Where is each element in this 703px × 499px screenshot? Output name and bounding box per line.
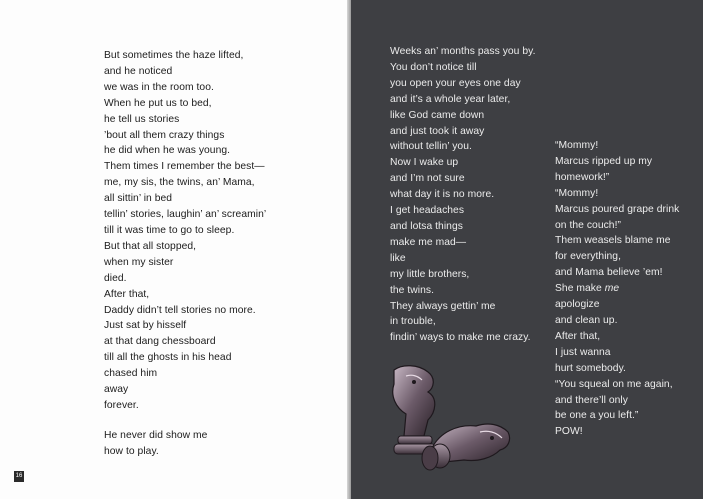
verse-line: and clean up.: [555, 314, 618, 326]
verse-line: and he noticed: [104, 65, 173, 77]
verse-line: But sometimes the haze lifted,: [104, 50, 244, 61]
verse-line: and lotsa things: [390, 220, 463, 232]
verse-line: you open your eyes one day: [390, 77, 521, 89]
verse-line: he tell us stories: [104, 113, 180, 125]
verse-line: Weeks an’ months pass you by.: [390, 46, 536, 57]
verse-line: After that,: [104, 288, 150, 300]
verse-line: homework!”: [555, 171, 610, 183]
verse-line: till it was time to go to sleep.: [104, 224, 235, 236]
verse-line: tellin’ stories, laughin’ an’ screamin’: [104, 209, 267, 221]
verse-line: You don’t notice till: [390, 61, 477, 73]
verse-line: “Mommy!: [555, 187, 599, 199]
verse-line: without tellin’ you.: [390, 141, 472, 153]
verse-line: Just sat by hisself: [104, 320, 187, 332]
verse-line: Marcus poured grape drink: [555, 203, 680, 215]
verse-line: like God came down: [390, 109, 485, 121]
verse-line: After that,: [555, 330, 601, 342]
verse-line: chased him: [104, 368, 158, 380]
verse-line: “Mommy!: [555, 140, 599, 151]
verse-line: I get headaches: [390, 205, 465, 217]
verse-line: like: [390, 252, 406, 264]
verse-line: what day it is no more.: [390, 189, 495, 201]
verse-line: for everything,: [555, 251, 621, 263]
page-number: 16: [14, 471, 24, 482]
verse-line: hurt somebody.: [555, 362, 626, 374]
verse-line: at that dang chessboard: [104, 336, 216, 348]
verse-line: on the couch!”: [555, 219, 621, 231]
verse-line: forever.: [104, 399, 139, 411]
verse-line: till all the ghosts in his head: [104, 352, 232, 364]
verse-line: Now I wake up: [390, 157, 459, 169]
verse-line: ’bout all them crazy things: [104, 129, 225, 141]
verse-line: When he put us to bed,: [104, 97, 212, 109]
verse-line: Them weasels blame me: [555, 235, 671, 247]
verse-line: and it’s a whole year later,: [390, 93, 511, 105]
verse-line: and I’m not sure: [390, 173, 465, 185]
verse-line: how to play.: [104, 445, 159, 457]
verse-line: in trouble,: [390, 316, 436, 328]
emphasis-word: me: [604, 283, 620, 295]
verse-line: make me mad—: [390, 236, 467, 248]
fallen-chess-knights-illustration: [384, 362, 514, 474]
verse-line: he did when he was young.: [104, 145, 231, 157]
verse-line: apologize: [555, 299, 600, 311]
verse-line: my little brothers,: [390, 268, 470, 280]
verse-line: Daddy didn’t tell stories no more.: [104, 304, 256, 316]
left-stanza-2: [104, 428, 207, 460]
verse-line: POW!: [555, 426, 583, 438]
verse-line: and there’ll only: [555, 394, 628, 406]
verse-line: and Mama believe ’em!: [555, 267, 663, 279]
fallen-knight: [422, 424, 510, 470]
verse-line: He never did show me: [104, 430, 208, 441]
verse-line: “You squeal on me again,: [555, 378, 673, 390]
verse-line: we was in the room too.: [104, 81, 214, 93]
verse-line: findin’ ways to make me crazy.: [390, 332, 531, 344]
standing-knight: [393, 366, 436, 454]
verse-line-emphasis: She make me: [555, 283, 620, 295]
verse-line: But that all stopped,: [104, 240, 197, 252]
verse-line: the twins.: [390, 284, 434, 296]
verse-line: and just took it away: [390, 125, 485, 137]
verse-line: away: [104, 384, 129, 396]
verse-line: all sittin’ in bed: [104, 193, 173, 205]
verse-line: They always gettin’ me: [390, 300, 496, 312]
verse-line: Marcus ripped up my: [555, 155, 653, 167]
verse-line: Them times I remember the best—: [104, 161, 265, 173]
verse-line: I just wanna: [555, 346, 611, 358]
verse-line: me, my sis, the twins, an’ Mama,: [104, 177, 255, 189]
verse-line: be one a you left.”: [555, 410, 639, 422]
right-stanza-1: [390, 44, 536, 346]
verse-line: when my sister: [104, 256, 174, 268]
verse-line: died.: [104, 272, 127, 284]
right-stanza-2: [555, 138, 679, 440]
left-stanza-1: [104, 48, 266, 414]
